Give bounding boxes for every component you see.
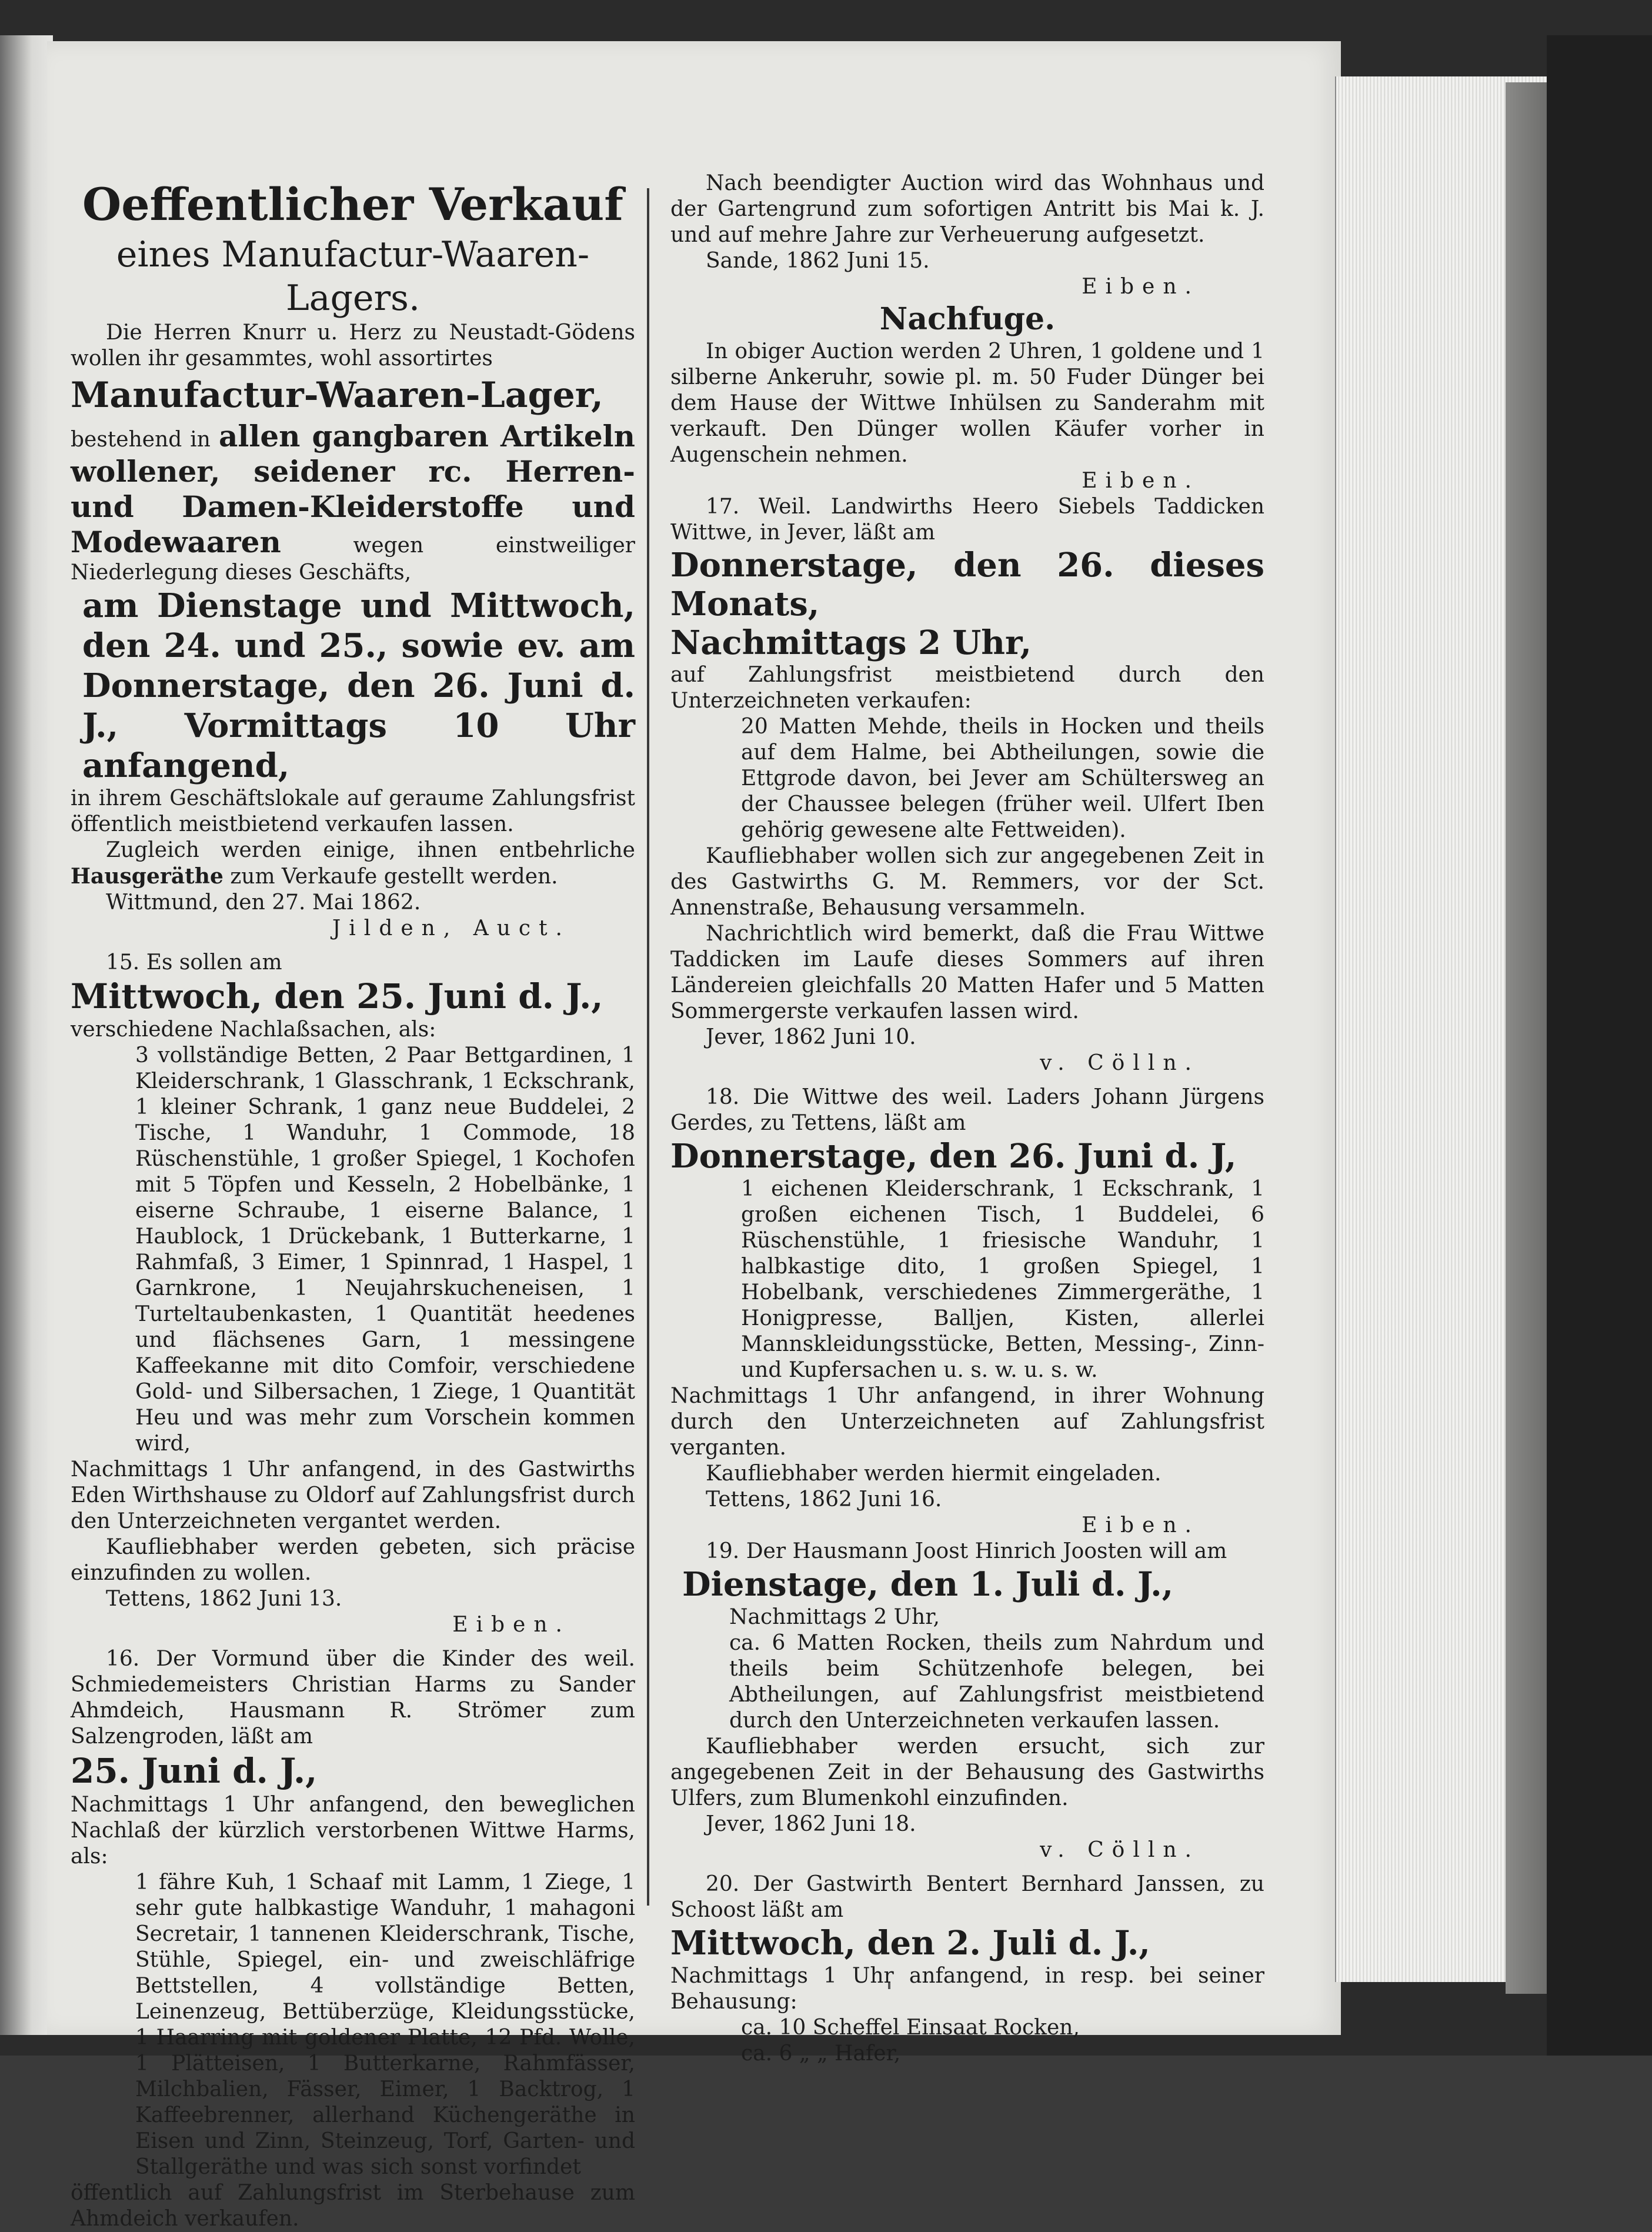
notice-19-buyers: Kaufliebhaber werden ersucht, sich zur angegebenen Zeit in der Behausung des Gastwirths Ulfers, zum Blumenkohl einzufinden. — [670, 1734, 1264, 1810]
notice-15-items: 3 vollständige Betten, 2 Paar Bettgardinen, 1 Kleiderschrank, 1 Glasschrank, 1 Eckschrank, 1 kleiner Schrank, 1 ganz neue Buddelei, 2 Tische, 1 Wanduhr, 1 Commode, 18 Rüschenstühle, 1 großer Spiegel, 1 Kochofen mit 5 Töpfen und Kesseln, 2 Hobelbänke, 1 eiserne Schraube, 1 eiserne Balance, 1 Haublock, 1 Drückebank, 1 Butterkarne, 1 Rahmfaß, 3 Eimer, 1 Spinnrad, 1 Haspel, 1 Garnkrone, 1 Neujahrskucheneisen, 1 Turteltaubenkasten, 1 Quantität heedenes und flächsenes Garn, 1 messingene Kaffeekanne mit dito Comfoir, verschiedene Gold- und Silbersachen, 1 Ziege, 1 Quantität Heu und was mehr zum Vorschein kommen wird, — [135, 1043, 635, 1456]
notice-15-subtitle: verschiedene Nachlaßsachen, als: — [71, 1017, 436, 1042]
notice-17-date: Donnerstage, den 26. dieses Monats, — [670, 546, 1264, 623]
notice-15-signature: Eiben. — [452, 1613, 570, 1637]
notice-18-items: 1 eichenen Kleiderschrank, 1 Eckschrank, 1 großen eichenen Tisch, 1 Buddelei, 6 Rüschenstühle, 1 friesische Wanduhr, 1 halbkastige dito, 1 großen Spiegel, 1 Hobelbank, verschiedenes Zimmergeräthe, 1 Honigpresse, Balljen, Kisten, allerlei Mannskleidungsstücke, Betten, Messing-, Zinn- und Kupfersachen u. s. w. u. s. w. — [741, 1177, 1264, 1382]
left-column — [71, 176, 635, 2232]
notice-18-intro: 18. Die Wittwe des weil. Laders Johann Jürgens Gerdes, zu Tettens, läßt am — [670, 1085, 1264, 1135]
notice-place-date: Wittmund, den 27. Mai 1862. — [106, 890, 421, 915]
notice-16-subtitle: Nachmittags 1 Uhr anfangend, den beweglichen Nachlaß der kürzlich verstorbenen Wittwe Harms, als: — [71, 1793, 635, 1869]
notice-15-text: Nachmittags 1 Uhr anfangend, in des Gastwirths Eden Wirthshause zu Oldorf auf Zahlungsfrist durch den Unterzeichneten vergantet werden. — [71, 1457, 635, 1533]
notice-18-date: Donnerstage, den 26. Juni d. J, — [670, 1137, 1237, 1176]
notice-20-text: Nachmittags 1 Uhr anfangend, in resp. bei seiner Behausung: — [670, 1964, 1264, 2014]
notice-20-item-2: ca. 6 „ „ Hafer, — [741, 2041, 901, 2066]
notice-19-place-date: Jever, 1862 Juni 18. — [706, 1812, 916, 1836]
nachfuge-text: In obiger Auction werden 2 Uhren, 1 goldene und 1 silberne Ankeruhr, sowie pl. m. 50 Fuder Dünger bei dem Hause der Wittwe Inhülsen zu Sanderahm mit verkauft. Den Dünger wollen Käufer vorher in Augenschein nehmen. — [670, 339, 1264, 467]
continuation-signature: Eiben. — [1082, 275, 1200, 299]
notice-17-time: Nachmittags 2 Uhr, — [670, 623, 1032, 662]
desc-prefix: bestehend in — [71, 428, 211, 452]
notice-17-items: 20 Matten Mehde, theils in Hocken und theils auf dem Halme, bei Abtheilungen, sowie die Ettgrode davon, bei Jever am Schültersweg an der Chaussee belegen (früher weil. Ulfert Iben gehörig gewesene alte Fettweiden). — [741, 715, 1264, 842]
previous-page-edge — [0, 35, 53, 2035]
household-suffix: zum Verkaufe gestellt werden. — [230, 865, 558, 889]
notice-subtitle: eines Manufactur-Waaren-Lagers. — [116, 234, 590, 319]
notice-20-item-1: ca. 10 Scheffel Einsaat Rocken, — [741, 2016, 1080, 2040]
notice-17-intro: 17. Weil. Landwirths Heero Siebels Taddicken Wittwe, in Jever, läßt am — [670, 495, 1264, 545]
notice-17-note: Nachrichtlich wird bemerkt, daß die Frau Wittwe Taddicken im Laufe dieses Sommers auf ihren Ländereien gleichfalls 20 Matten Hafer und 5 Matten Sommergerste verkaufen lassen wird. — [670, 922, 1264, 1023]
household-items-note — [71, 838, 635, 890]
notice-18-place-date: Tettens, 1862 Juni 16. — [706, 1487, 942, 1512]
notice-17-subtitle: auf Zahlungsfrist meistbietend durch den Unterzeichneten verkaufen: — [670, 663, 1264, 713]
column-divider — [647, 188, 649, 1906]
notice-19-items: ca. 6 Matten Rocken, theils zum Nahrdum und theils beim Schützenhofe belegen, bei Abtheilungen, auf Zahlungsfrist meistbietend durch den Unterzeichneten verkaufen lassen. — [729, 1631, 1264, 1733]
right-column — [670, 171, 1264, 2067]
sale-dates: am Dienstage und Mittwoch, den 24. und 25., sowie ev. am Donnerstage, den 26. Juni d. J., Vormittags 10 Uhr anfangend, — [82, 586, 635, 785]
notice-15-intro: 15. Es sollen am — [106, 950, 282, 975]
sale-location: in ihrem Geschäftslokale auf geraume Zahlungsfrist öffentlich meistbietend verkaufen lassen. — [71, 786, 635, 836]
notice-16-items: 1 fähre Kuh, 1 Schaaf mit Lamm, 1 Ziege, 1 sehr gute halbkastige Wanduhr, 1 mahagoni Secretair, 1 tannenen Kleiderschrank, Tische, Stühle, Spiegel, ein- und zweischläfrige Bettstellen, 4 vollständige Betten, Leinenzeug, Bettüberzüge, Kleidungsstücke, 1 Haarring mit goldener Platte, 12 Pfd. Wolle, 1 Plätteisen, 1 Butterkarne, Rahmfässer, Milchbalien, Fässer, Eimer, 1 Backtrog, 1 Kaffeebrenner, allerhand Küchengeräthe in Eisen und Zinn, Steinzeug, Torf, Garten- und Stallgeräthe und was sich sonst vorfindet — [135, 1870, 635, 2179]
notice-19-intro: 19. Der Hausmann Joost Hinrich Joosten will am — [706, 1539, 1227, 1563]
notice-15-buyers: Kaufliebhaber werden gebeten, sich präcise einzufinden zu wollen. — [71, 1535, 635, 1585]
notice-20-date: Mittwoch, den 2. Juli d. J., — [670, 1924, 1150, 1963]
desc-articles: allen gangbaren Artikeln wollener, seidener rc. Herren- und Damen-Kleiderstoffe und Modewaaren — [71, 419, 635, 559]
notice-title: Oeffentlicher Verkauf — [82, 178, 623, 231]
notice-heading: Manufactur-Waaren-Lager, — [71, 375, 603, 416]
notice-15-place-date: Tettens, 1862 Juni 13. — [106, 1587, 342, 1611]
notice-16-intro: 16. Der Vormund über die Kinder des weil. Schmiedemeisters Christian Harms zu Sander Ahmdeich, Hausmann R. Strömer zum Salzengroden, läßt am — [71, 1647, 635, 1749]
book-cover — [1547, 35, 1652, 2056]
desc-suffix: wegen einstweiliger Niederlegung dieses Geschäfts, — [71, 533, 635, 585]
notice-intro: Die Herren Knurr u. Herz zu Neustadt-Gödens wollen ihr gesammtes, wohl assortirtes — [71, 321, 635, 371]
notice-19-signature: v. Cölln. — [1040, 1838, 1200, 1862]
notice-16-date: 25. Juni d. J., — [71, 1751, 318, 1791]
notice-description — [71, 419, 635, 586]
notice-17-signature: v. Cölln. — [1040, 1051, 1200, 1075]
notice-16-text: öffentlich auf Zahlungsfrist im Sterbehause zum Ahmdeich verkaufen. — [71, 2181, 635, 2231]
nachfuge-signature: Eiben. — [1082, 469, 1200, 493]
household-bold: Hausgeräthe — [71, 864, 223, 889]
auction-continuation: Nach beendigter Auction wird das Wohnhaus und der Gartengrund zum sofortigen Antritt bis Mai k. J. und auf mehre Jahre zur Verheuerung aufgesetzt. — [670, 171, 1264, 247]
book-spine — [1506, 82, 1553, 1994]
notice-17-place-date: Jever, 1862 Juni 10. — [706, 1025, 916, 1049]
nachfuge-heading: Nachfuge. — [879, 301, 1056, 337]
notice-18-text: Nachmittags 1 Uhr anfangend, in ihrer Wohnung durch den Unterzeichneten auf Zahlungsfrist verganten. — [670, 1384, 1264, 1460]
notice-15-date: Mittwoch, den 25. Juni d. J., — [71, 976, 603, 1016]
continuation-place-date: Sande, 1862 Juni 15. — [706, 249, 930, 273]
notice-18-buyers: Kaufliebhaber werden hiermit eingeladen. — [706, 1462, 1162, 1486]
auctioneer-signature: Jilden, Auct. — [332, 916, 570, 940]
household-prefix: Zugleich werden einige, ihnen entbehrliche — [106, 838, 635, 862]
notice-20-intro: 20. Der Gastwirth Bentert Bernhard Janssen, zu Schoost läßt am — [670, 1872, 1264, 1922]
notice-19-time: Nachmittags 2 Uhr, — [729, 1605, 940, 1629]
notice-19-date: Dienstage, den 1. Juli d. J., — [682, 1565, 1174, 1604]
notice-17-buyers: Kaufliebhaber wollen sich zur angegebenen Zeit in des Gastwirths G. M. Remmers, vor der Sct. Annenstraße, Behausung versammeln. — [670, 844, 1264, 920]
notice-18-signature: Eiben. — [1082, 1513, 1200, 1537]
